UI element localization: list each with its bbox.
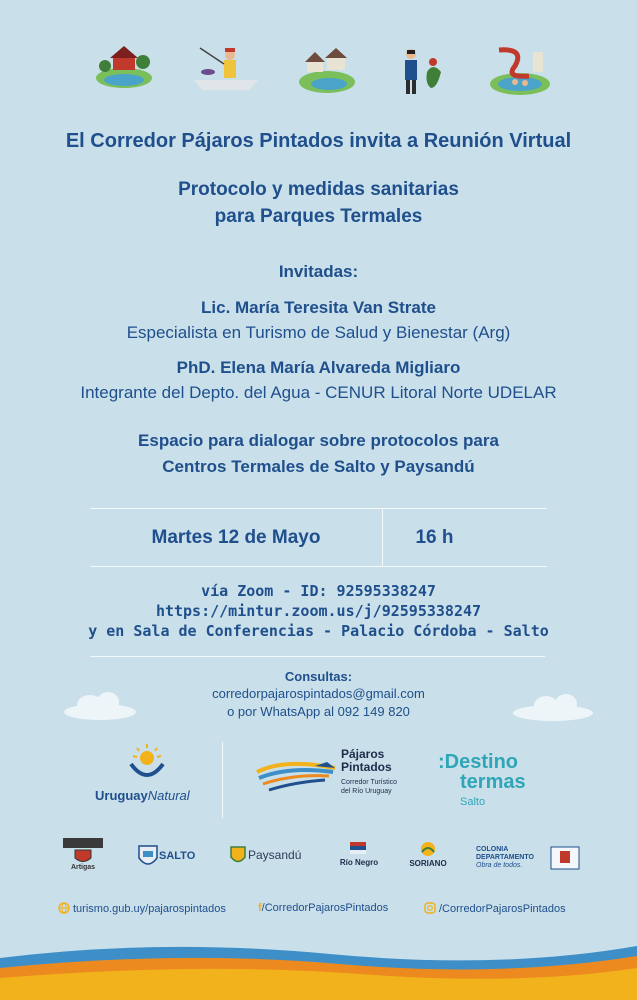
globe-icon	[58, 902, 70, 914]
destino-salto-word: Salto	[460, 796, 486, 808]
contact-rule	[90, 656, 545, 657]
soriano-emblem-icon	[418, 840, 438, 858]
colonia-departamento-word: DEPARTAMENTO	[476, 854, 534, 861]
zoom-link[interactable]: https://mintur.zoom.us/j/92595338247	[155, 602, 482, 620]
paysandu-logo	[230, 844, 316, 870]
soriano-label: SORIANO	[409, 859, 447, 868]
colonia-slogan: Obra de todos.	[476, 862, 523, 869]
house-island-icon	[93, 42, 155, 94]
event-date: Martes 12 de Mayo	[151, 527, 321, 548]
paysandu-shield-icon	[230, 846, 246, 866]
guest-1-role: Especialista en Turismo de Salud y Bienestar (Arg)	[126, 323, 511, 342]
destino-termas-logo	[438, 752, 558, 816]
destino-word: :Destino	[438, 751, 518, 773]
cloud-right	[508, 693, 598, 721]
soriano-logo	[402, 840, 454, 876]
pajaros-pintados-logo	[255, 748, 415, 808]
footer-instagram-text: /CorredorPajarosPintados	[439, 903, 566, 915]
rio-negro-flag-icon	[348, 840, 368, 856]
salto-label: SALTO	[159, 850, 196, 862]
natural-word: Natural	[147, 788, 190, 803]
sponsor-divider	[222, 742, 223, 818]
guests-heading: Invitadas:	[278, 262, 359, 281]
footer-facebook-text: /CorredorPajarosPintados	[261, 902, 389, 914]
footer-facebook[interactable]	[258, 902, 388, 914]
guest-1-name: Lic. María Teresita Van Strate	[201, 298, 436, 317]
thermal-park-icon	[485, 42, 555, 98]
colonia-crest-icon	[550, 846, 580, 870]
pajaros-subtitle-1: Corredor Turístico	[341, 779, 398, 786]
footer-web[interactable]	[58, 902, 226, 915]
event-time: 16 h	[415, 527, 454, 548]
birdwatcher-icon	[397, 42, 449, 98]
sun-icon	[125, 742, 169, 786]
uruguay-word: Uruguay	[95, 788, 148, 803]
guest-2-name: PhD. Elena María Alvareda Migliaro	[176, 358, 461, 377]
rio-negro-logo	[336, 840, 382, 874]
schedule-top-rule	[90, 508, 547, 509]
bird-swoosh-icon	[255, 754, 337, 798]
purpose-line-2: Centros Termales de Salto y Paysandú	[162, 457, 475, 476]
cloud-left	[60, 690, 140, 720]
pintados-word: Pintados	[341, 760, 392, 774]
illustrations-row	[85, 42, 555, 100]
artigas-label: Artigas	[70, 864, 96, 871]
schedule-bottom-rule	[90, 566, 547, 567]
termas-word: termas	[460, 771, 526, 793]
salto-shield-icon	[137, 844, 159, 870]
bottom-waves	[0, 928, 637, 1000]
topic-line-1: Protocolo y medidas sanitarias	[178, 179, 459, 200]
pajaros-subtitle-2: del Río Uruguay	[341, 788, 392, 795]
houses-pool-icon	[295, 42, 359, 96]
topic-line-2: para Parques Termales	[214, 206, 423, 227]
colonia-logo	[476, 846, 580, 874]
fisherman-boat-icon	[190, 42, 262, 94]
colonia-word: COLONIA	[476, 846, 509, 853]
rio-negro-label: Río Negro	[339, 858, 379, 867]
purpose-line-1: Espacio para dialogar sobre protocolos para	[138, 431, 499, 450]
venue-text: y en Sala de Conferencias - Palacio Córdoba - Salto	[88, 622, 549, 640]
contact-whatsapp: o por WhatsApp al 092 149 820	[227, 704, 410, 719]
footer-instagram[interactable]	[424, 902, 566, 915]
salto-logo	[137, 842, 207, 874]
facebook-icon: f	[258, 902, 262, 914]
instagram-icon	[424, 902, 436, 914]
contact-heading: Consultas:	[284, 669, 353, 684]
guest-2-role: Integrante del Depto. del Agua - CENUR Litoral Norte UDELAR	[80, 383, 557, 402]
paysandu-label: Paysandú	[248, 848, 302, 862]
pajaros-word: Pájaros	[341, 747, 385, 761]
artigas-logo	[60, 838, 106, 876]
zoom-id: vía Zoom - ID: 92595338247	[201, 582, 436, 600]
footer-web-text: turismo.gub.uy/pajarospintados	[73, 903, 226, 915]
artigas-shield-icon	[74, 849, 92, 865]
uruguay-natural-logo	[95, 742, 215, 812]
contact-email[interactable]: corredorpajarospintados@gmail.com	[212, 686, 425, 701]
invite-title: El Corredor Pájaros Pintados invita a Reunión Virtual	[65, 130, 572, 152]
